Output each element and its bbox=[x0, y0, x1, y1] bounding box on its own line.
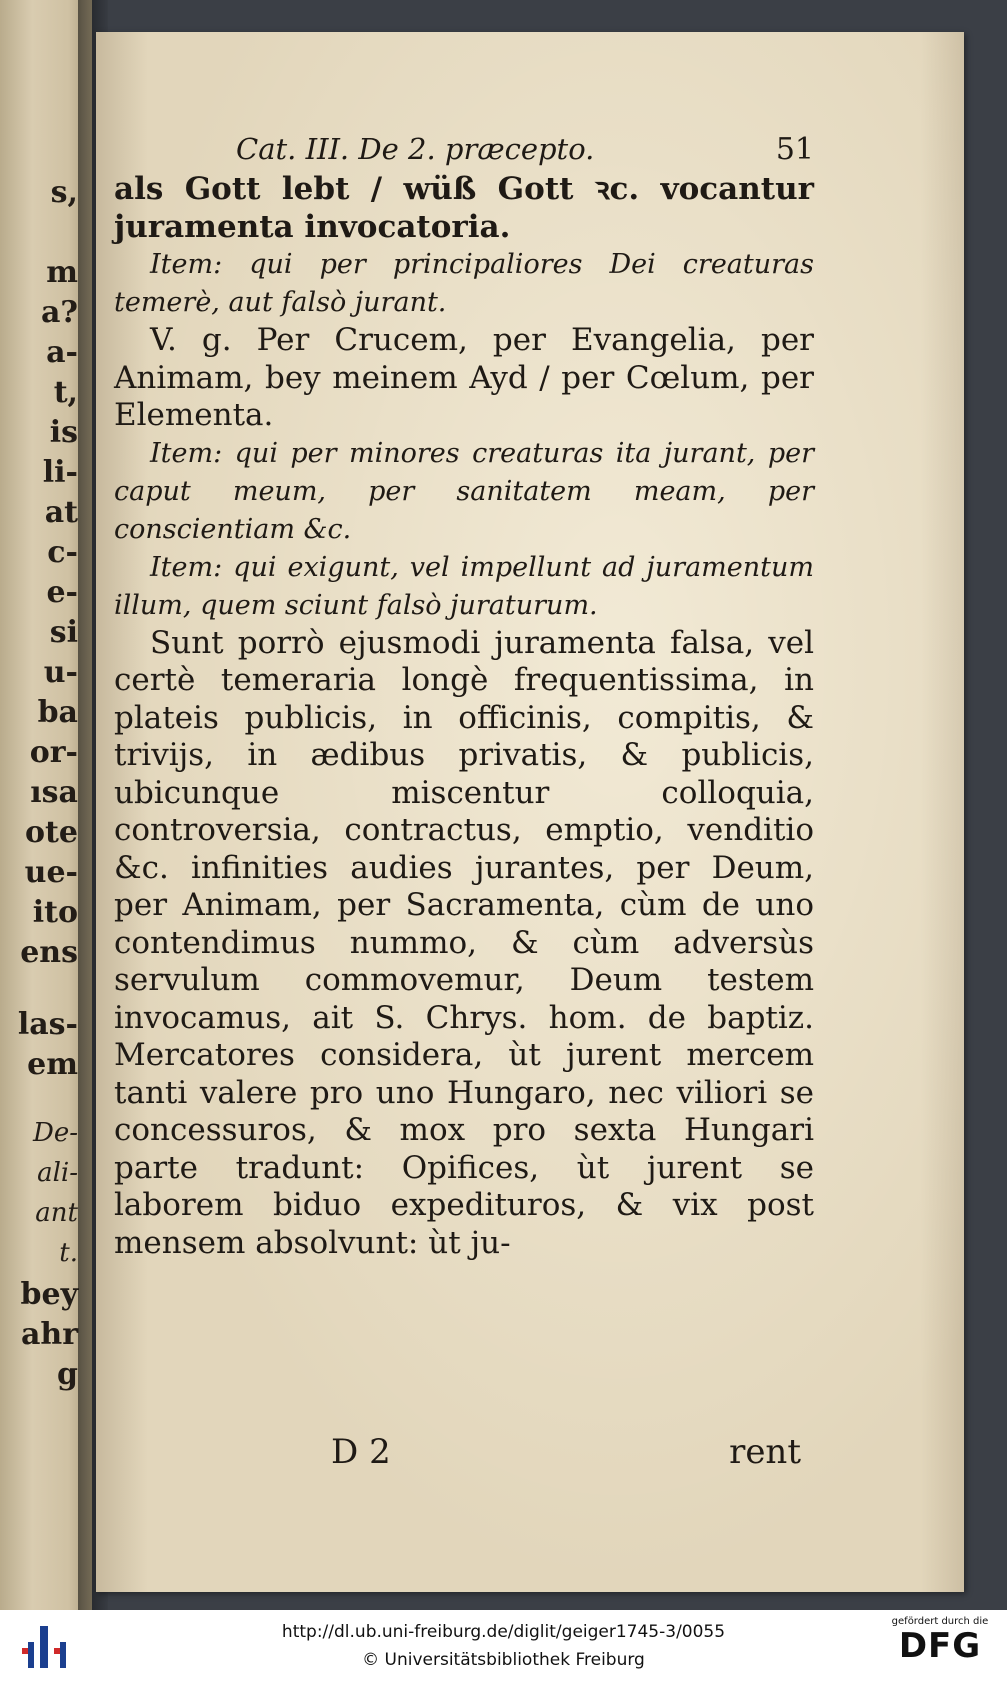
page-footer bbox=[331, 1432, 801, 1472]
facing-page-line: ali- bbox=[37, 1158, 78, 1188]
paragraph-3: V. g. Per Crucem, per Evangelia, per Animam, bey meinem Ayd / per Cœlum, per Elementa. bbox=[114, 322, 814, 433]
copyright-notice: © Universitätsbibliothek Freiburg bbox=[362, 1650, 645, 1670]
facing-page-line: a? bbox=[40, 295, 78, 330]
page-number: 51 bbox=[775, 132, 814, 167]
running-head-title: Cat. III. De 2. præcepto. bbox=[236, 132, 595, 166]
facing-page-line: s, bbox=[50, 175, 78, 210]
paragraph-1: als Gott lebt / wüß Gott ꝛc. vocantur juramenta invocatoria. bbox=[114, 171, 814, 245]
page-text-block bbox=[114, 132, 814, 1262]
facing-page-line: m bbox=[46, 255, 78, 290]
facing-page-line: ito bbox=[32, 895, 78, 930]
book-page bbox=[96, 32, 964, 1592]
facing-page-line: t. bbox=[59, 1238, 78, 1268]
facing-page-line: li- bbox=[42, 455, 78, 490]
paragraph-6: Sunt porrò ejusmodi juramenta falsa, vel certè temeraria longè frequentissima, in plateis publicis, in officinis, compitis, & trivijs, in ædibus privatis, & publicis, ubicunque miscentur colloquia, controversia, contractus, emptio, venditio &c. infinities audies jurantes, per Deum, per Animam, per Sacramenta, cùm de uno contendimus nummo, & cùm adversùs servulum commovemur, Deum testem invocamus, ait S. Chrys. hom. de baptiz. Mercatores considera, ùt jurent mercem tanti valere pro uno Hungaro, nec viliori se concessuros, & mox pro sexta Hungari parte tradunt: Opifices, ùt jurent se laborem biduo expedituros, & vix post mensem absolvunt: ùt ju- bbox=[114, 624, 814, 1261]
facing-page-line: t, bbox=[53, 375, 78, 410]
facing-page-line: ens bbox=[20, 935, 78, 970]
facing-page-line: is bbox=[49, 415, 78, 450]
paragraph-5: Item: qui exigunt, vel impellunt ad juramentum illum, quem sciunt falsò juraturum. bbox=[114, 551, 814, 621]
facing-page-line: e- bbox=[46, 575, 78, 610]
facing-page-line: ba bbox=[37, 695, 78, 730]
paragraph-4: Item: qui per minores creaturas ita jurant, per caput meum, per sanitatem meam, per conscientiam &c. bbox=[114, 437, 814, 545]
viewer-footer-bar bbox=[0, 1610, 1007, 1681]
dfg-funding-label: gefördert durch die bbox=[891, 1616, 989, 1627]
facing-page-line: ant bbox=[35, 1198, 78, 1228]
facing-page-line: c- bbox=[47, 535, 78, 570]
facing-page-line: at bbox=[44, 495, 78, 530]
facing-page-line: ısa bbox=[30, 775, 78, 810]
permalink-url[interactable]: http://dl.ub.uni-freiburg.de/diglit/geiger1745-3/0055 bbox=[281, 1622, 726, 1642]
signature-mark: D 2 bbox=[331, 1432, 391, 1472]
facing-page-line: bey bbox=[20, 1277, 78, 1312]
dfg-logo bbox=[885, 1616, 995, 1665]
facing-page-line: las- bbox=[17, 1007, 78, 1042]
running-head bbox=[114, 132, 814, 167]
facing-page-line: De- bbox=[32, 1118, 78, 1148]
facing-page-line: ue- bbox=[24, 855, 78, 890]
paragraph-2: Item: qui per principaliores Dei creaturas temerè, aut falsò jurant. bbox=[114, 249, 814, 318]
facing-page-line: a- bbox=[46, 335, 78, 370]
facing-page-line: em bbox=[27, 1047, 78, 1082]
facing-page-line: u- bbox=[43, 655, 78, 690]
facing-page-line: ahr bbox=[20, 1317, 78, 1352]
catchword: rent bbox=[729, 1432, 801, 1472]
facing-page-line: g bbox=[57, 1357, 78, 1392]
dfg-logo-text: DFG bbox=[898, 1626, 982, 1666]
facing-page-line: or- bbox=[29, 735, 78, 770]
facing-page-line: ote bbox=[25, 815, 78, 850]
facing-page-line: si bbox=[49, 615, 78, 650]
